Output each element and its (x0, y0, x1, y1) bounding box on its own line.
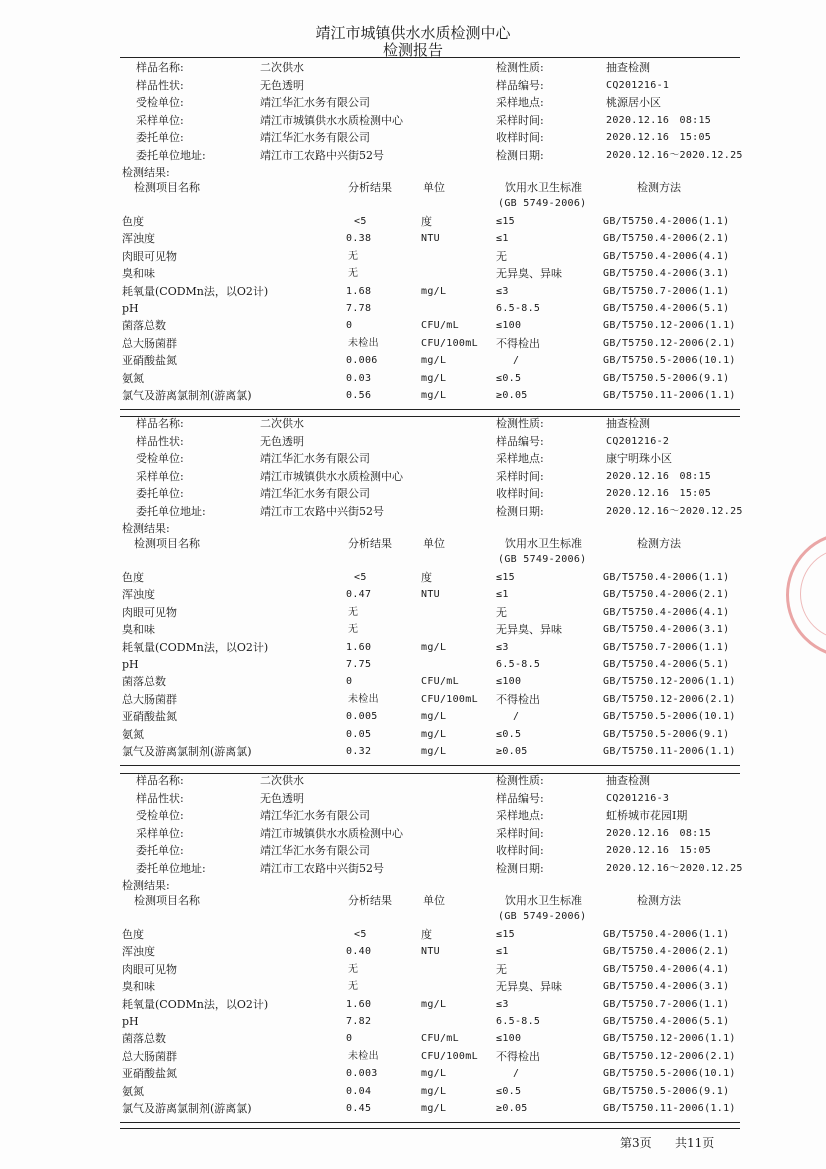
inspected-unit-label: 受检单位: (136, 809, 184, 823)
section-end-rule (120, 1122, 740, 1123)
client-address-value: 靖江市工农路中兴街52号 (260, 505, 384, 518)
table-row-result: <5 (354, 572, 367, 583)
table-row-item: 臭和味 (122, 267, 155, 281)
table-row-unit: mg/L (421, 711, 447, 723)
sample-name-value: 二次供水 (260, 774, 304, 787)
col-header-standard-code: (GB 5749-2006) (498, 198, 587, 209)
inspected-unit-value: 靖江华汇水务有限公司 (260, 809, 370, 823)
table-row-result: 1.60 (346, 998, 372, 1010)
sample-property-value: 无色透明 (260, 791, 304, 805)
receive-time-label: 收样时间: (496, 487, 544, 501)
table-row-method: GB/T5750.12-2006(1.1) (603, 676, 736, 688)
table-row-result: 无 (348, 624, 359, 636)
table-row-method: GB/T5750.11-2006(1.1) (603, 1103, 736, 1114)
table-row-result: 0 (346, 676, 353, 688)
test-date-label: 检测日期: (496, 149, 544, 162)
sampling-site-value: 康宁明珠小区 (606, 452, 672, 466)
table-row-result: 7.75 (346, 659, 372, 670)
table-row-method: GB/T5750.11-2006(1.1) (603, 746, 736, 757)
table-row-result: 0.56 (346, 390, 372, 401)
table-row-standard: ≤100 (496, 676, 522, 688)
test-nature-label: 检测性质: (496, 417, 544, 430)
table-row-result: 0.04 (346, 1085, 372, 1097)
sampling-time-label: 采样时间: (496, 469, 544, 483)
inspected-unit-value: 靖江华汇水务有限公司 (260, 452, 370, 466)
table-row-method: GB/T5750.4-2006(3.1) (603, 981, 730, 993)
table-row-method: GB/T5750.4-2006(3.1) (603, 268, 730, 280)
table-row-method: GB/T5750.5-2006(10.1) (603, 355, 736, 367)
sampling-unit-label: 采样单位: (136, 469, 184, 483)
table-row-standard: 无异臭、异味 (496, 267, 562, 281)
sampling-unit-label: 采样单位: (136, 826, 184, 840)
table-row-method: GB/T5750.4-2006(5.1) (603, 1016, 730, 1027)
table-row-item: 耗氧量(CODMn法，以O2计) (122, 997, 269, 1011)
table-row-unit: CFU/100mL (421, 1050, 478, 1062)
client-unit-label: 委托单位: (136, 844, 184, 858)
table-row-standard: ≤0.5 (496, 728, 522, 740)
table-row-standard: / (513, 711, 520, 723)
col-header-result: 分析结果 (348, 537, 392, 550)
client-address-label: 委托单位地址: (136, 862, 206, 875)
table-row-method: GB/T5750.12-2006(2.1) (603, 1050, 736, 1062)
page-number: 第3页 (620, 1136, 652, 1150)
sample-no-value: CQ201216-3 (606, 792, 670, 804)
sampling-site-label: 采样地点: (496, 452, 544, 466)
client-unit-value: 靖江华汇水务有限公司 (260, 844, 370, 858)
table-row-result: 未检出 (348, 337, 379, 349)
table-row-result: 0.38 (346, 233, 372, 245)
receive-time-value: 2020.12.16 15:05 (606, 132, 712, 144)
table-row-standard: ≥0.05 (496, 390, 528, 401)
table-row-standard: ≤1 (496, 946, 509, 958)
receive-time-label: 收样时间: (496, 131, 544, 145)
sample-no-label: 样品编号: (496, 434, 544, 448)
sample-property-label: 样品性状: (136, 791, 184, 805)
table-row-item: 氯气及游离氯制剂(游离氯) (122, 1102, 252, 1115)
table-row-standard: 6.5-8.5 (496, 659, 541, 670)
col-header-item: 检测项目名称 (134, 181, 200, 194)
table-row-standard: ≤1 (496, 233, 509, 245)
client-address-label: 委托单位地址: (136, 149, 206, 162)
table-row-result: <5 (354, 216, 367, 227)
results-label: 检测结果: (122, 166, 170, 179)
table-row-method: GB/T5750.5-2006(9.1) (603, 1085, 730, 1097)
table-row-item: 臭和味 (122, 980, 155, 994)
test-date-value: 2020.12.16～2020.12.25 (606, 150, 743, 161)
sample-name-value: 二次供水 (260, 61, 304, 74)
table-row-item: 肉眼可见物 (122, 605, 177, 619)
table-row-item: 菌落总数 (122, 675, 166, 689)
table-row-unit: 度 (421, 928, 432, 941)
table-row-method: GB/T5750.4-2006(3.1) (603, 624, 730, 636)
sampling-site-label: 采样地点: (496, 809, 544, 823)
table-row-standard: ≤15 (496, 572, 515, 583)
table-row-method: GB/T5750.12-2006(2.1) (603, 693, 736, 705)
sample-property-label: 样品性状: (136, 78, 184, 92)
table-row-method: GB/T5750.5-2006(10.1) (603, 711, 736, 723)
table-row-item: pH (122, 1015, 139, 1028)
table-row-result: 0.45 (346, 1103, 372, 1114)
sample-property-value: 无色透明 (260, 434, 304, 448)
table-row-method: GB/T5750.5-2006(9.1) (603, 372, 730, 384)
client-address-label: 委托单位地址: (136, 505, 206, 518)
table-row-unit: CFU/mL (421, 1033, 459, 1045)
table-row-standard: 无异臭、异味 (496, 623, 562, 637)
table-row-result: 0 (346, 320, 353, 332)
table-row-standard: 无异臭、异味 (496, 980, 562, 994)
table-row-item: 总大肠菌群 (122, 692, 177, 706)
table-row-unit: mg/L (421, 998, 447, 1010)
table-row-item: 氯气及游离氯制剂(游离氯) (122, 745, 252, 758)
sample-property-label: 样品性状: (136, 434, 184, 448)
table-row-result: 0.03 (346, 372, 372, 384)
results-label: 检测结果: (122, 879, 170, 892)
table-row-standard: / (513, 355, 520, 367)
table-row-item: 色度 (122, 215, 144, 228)
table-row-item: 肉眼可见物 (122, 962, 177, 976)
table-row-item: 亚硝酸盐氮 (122, 710, 177, 724)
col-header-method: 检测方法 (637, 537, 681, 550)
table-row-unit: mg/L (421, 390, 447, 401)
table-row-result: 1.68 (346, 285, 372, 297)
section-end-rule (120, 765, 740, 766)
receive-time-value: 2020.12.16 15:05 (606, 488, 712, 500)
test-nature-label: 检测性质: (496, 774, 544, 787)
col-header-method: 检测方法 (637, 181, 681, 194)
table-row-item: 耗氧量(CODMn法，以O2计) (122, 284, 269, 298)
table-row-unit: 度 (421, 571, 432, 584)
test-nature-value: 抽查检测 (606, 417, 650, 430)
table-row-item: 总大肠菌群 (122, 1049, 177, 1063)
client-unit-value: 靖江华汇水务有限公司 (260, 487, 370, 501)
sampling-site-value: 虹桥城市花园Ⅰ期 (606, 809, 688, 823)
table-row-unit: NTU (421, 946, 440, 958)
col-header-unit: 单位 (423, 894, 445, 907)
table-row-result: 未检出 (348, 1050, 379, 1062)
table-row-standard: 6.5-8.5 (496, 303, 541, 314)
table-row-unit: mg/L (421, 746, 447, 757)
table-row-unit: mg/L (421, 641, 447, 653)
table-row-item: 总大肠菌群 (122, 336, 177, 350)
table-row-method: GB/T5750.4-2006(4.1) (603, 250, 730, 262)
table-row-method: GB/T5750.4-2006(4.1) (603, 606, 730, 618)
table-row-result: 无 (348, 268, 359, 280)
table-row-item: 亚硝酸盐氮 (122, 1067, 177, 1081)
table-row-method: GB/T5750.7-2006(1.1) (603, 285, 730, 297)
sampling-unit-value: 靖江市城镇供水水质检测中心 (260, 826, 403, 840)
table-row-result: 7.78 (346, 303, 372, 314)
sampling-time-label: 采样时间: (496, 826, 544, 840)
table-row-standard: ≤1 (496, 589, 509, 601)
sampling-time-value: 2020.12.16 08:15 (606, 827, 712, 839)
sampling-time-value: 2020.12.16 08:15 (606, 114, 712, 126)
table-row-result: 0 (346, 1033, 353, 1045)
table-row-standard: 6.5-8.5 (496, 1016, 541, 1027)
table-row-unit: CFU/mL (421, 320, 459, 332)
table-row-item: 肉眼可见物 (122, 249, 177, 263)
table-row-method: GB/T5750.4-2006(2.1) (603, 589, 730, 601)
table-row-method: GB/T5750.4-2006(4.1) (603, 963, 730, 975)
table-row-standard: ≥0.05 (496, 746, 528, 757)
test-nature-label: 检测性质: (496, 61, 544, 74)
table-row-method: GB/T5750.11-2006(1.1) (603, 390, 736, 401)
table-row-standard: 无 (496, 605, 507, 619)
table-row-result: 0.05 (346, 728, 372, 740)
table-row-method: GB/T5750.12-2006(2.1) (603, 337, 736, 349)
table-row-standard: 不得检出 (496, 692, 540, 706)
table-row-method: GB/T5750.4-2006(5.1) (603, 303, 730, 314)
table-row-result: 未检出 (348, 693, 379, 705)
client-unit-value: 靖江华汇水务有限公司 (260, 131, 370, 145)
table-row-method: GB/T5750.5-2006(10.1) (603, 1068, 736, 1080)
report-subtitle: 检测报告 (382, 41, 443, 59)
table-row-unit: CFU/100mL (421, 693, 478, 705)
section-end-rule (120, 409, 740, 410)
table-row-item: 菌落总数 (122, 1032, 166, 1046)
table-row-method: GB/T5750.7-2006(1.1) (603, 998, 730, 1010)
col-header-result: 分析结果 (348, 181, 392, 194)
table-row-standard: 无 (496, 962, 507, 976)
table-row-item: 臭和味 (122, 623, 155, 637)
table-row-unit: 度 (421, 215, 432, 228)
title-rule (120, 57, 740, 58)
client-unit-label: 委托单位: (136, 487, 184, 501)
table-row-result: 0.005 (346, 711, 378, 723)
table-row-standard: ≤0.5 (496, 1085, 522, 1097)
col-header-result: 分析结果 (348, 894, 392, 907)
sampling-unit-label: 采样单位: (136, 113, 184, 127)
sample-no-label: 样品编号: (496, 78, 544, 92)
sample-name-label: 样品名称: (136, 774, 184, 787)
table-row-unit: NTU (421, 589, 440, 601)
table-row-item: pH (122, 302, 139, 315)
test-date-label: 检测日期: (496, 505, 544, 518)
table-row-unit: mg/L (421, 372, 447, 384)
table-row-method: GB/T5750.7-2006(1.1) (603, 641, 730, 653)
col-header-method: 检测方法 (637, 894, 681, 907)
sampling-unit-value: 靖江市城镇供水水质检测中心 (260, 469, 403, 483)
table-row-item: 浑浊度 (122, 232, 155, 246)
client-address-value: 靖江市工农路中兴街52号 (260, 149, 384, 162)
table-row-standard: ≤0.5 (496, 372, 522, 384)
table-row-result: 无 (348, 963, 359, 975)
table-row-standard: ≥0.05 (496, 1103, 528, 1114)
table-row-standard: ≤3 (496, 998, 509, 1010)
table-row-standard: ≤100 (496, 320, 522, 332)
col-header-standard: 饮用水卫生标准 (505, 181, 582, 194)
table-row-unit: mg/L (421, 1068, 447, 1080)
table-row-item: 浑浊度 (122, 945, 155, 959)
sample-no-label: 样品编号: (496, 791, 544, 805)
table-row-item: 色度 (122, 571, 144, 584)
sample-name-label: 样品名称: (136, 61, 184, 74)
client-unit-label: 委托单位: (136, 131, 184, 145)
report-title: 靖江市城镇供水水质检测中心 (315, 24, 511, 42)
table-row-result: 0.006 (346, 355, 378, 367)
sampling-site-value: 桃源居小区 (606, 96, 661, 110)
table-row-unit: NTU (421, 233, 440, 245)
sampling-time-value: 2020.12.16 08:15 (606, 470, 712, 482)
table-row-method: GB/T5750.12-2006(1.1) (603, 1033, 736, 1045)
table-row-result: 0.47 (346, 589, 372, 601)
table-row-unit: CFU/100mL (421, 337, 478, 349)
table-row-item: 氨氮 (122, 727, 144, 741)
table-row-standard: 无 (496, 249, 507, 263)
col-header-standard: 饮用水卫生标准 (505, 537, 582, 550)
table-row-unit: mg/L (421, 1103, 447, 1114)
test-date-value: 2020.12.16～2020.12.25 (606, 863, 743, 874)
inspected-unit-label: 受检单位: (136, 96, 184, 110)
table-row-item: 亚硝酸盐氮 (122, 354, 177, 368)
table-row-standard: / (513, 1068, 520, 1080)
table-row-standard: ≤15 (496, 216, 515, 227)
test-nature-value: 抽查检测 (606, 61, 650, 74)
sample-name-value: 二次供水 (260, 417, 304, 430)
col-header-item: 检测项目名称 (134, 537, 200, 550)
table-row-result: <5 (354, 929, 367, 940)
table-row-method: GB/T5750.4-2006(2.1) (603, 233, 730, 245)
table-row-result: 无 (348, 981, 359, 993)
table-row-method: GB/T5750.4-2006(1.1) (603, 572, 730, 583)
table-row-standard: ≤15 (496, 929, 515, 940)
table-row-unit: mg/L (421, 355, 447, 367)
sampling-unit-value: 靖江市城镇供水水质检测中心 (260, 113, 403, 127)
page-total: 共11页 (675, 1136, 715, 1150)
receive-time-label: 收样时间: (496, 844, 544, 858)
sampling-site-label: 采样地点: (496, 96, 544, 110)
table-row-method: GB/T5750.4-2006(5.1) (603, 659, 730, 670)
sample-no-value: CQ201216-1 (606, 79, 670, 91)
table-row-result: 无 (348, 250, 359, 262)
col-header-standard: 饮用水卫生标准 (505, 894, 582, 907)
test-date-label: 检测日期: (496, 862, 544, 875)
table-row-item: 氯气及游离氯制剂(游离氯) (122, 389, 252, 402)
table-row-result: 无 (348, 606, 359, 618)
table-row-result: 0.32 (346, 746, 372, 757)
table-row-unit: mg/L (421, 1085, 447, 1097)
table-row-method: GB/T5750.4-2006(1.1) (603, 216, 730, 227)
table-row-result: 0.003 (346, 1068, 378, 1080)
table-row-standard: 不得检出 (496, 1049, 540, 1063)
table-row-item: 浑浊度 (122, 588, 155, 602)
table-row-item: 耗氧量(CODMn法，以O2计) (122, 640, 269, 654)
table-row-unit: mg/L (421, 728, 447, 740)
table-row-result: 1.60 (346, 641, 372, 653)
col-header-unit: 单位 (423, 537, 445, 550)
sample-no-value: CQ201216-2 (606, 435, 670, 447)
table-row-item: 氨氮 (122, 1084, 144, 1098)
table-row-result: 0.40 (346, 946, 372, 958)
sample-property-value: 无色透明 (260, 78, 304, 92)
inspected-unit-value: 靖江华汇水务有限公司 (260, 96, 370, 110)
col-header-item: 检测项目名称 (134, 894, 200, 907)
table-row-method: GB/T5750.4-2006(2.1) (603, 946, 730, 958)
table-row-item: 色度 (122, 928, 144, 941)
table-row-standard: ≤3 (496, 641, 509, 653)
sampling-time-label: 采样时间: (496, 113, 544, 127)
test-nature-value: 抽查检测 (606, 774, 650, 787)
col-header-standard-code: (GB 5749-2006) (498, 911, 587, 922)
inspected-unit-label: 受检单位: (136, 452, 184, 466)
table-row-standard: ≤3 (496, 285, 509, 297)
table-row-unit: CFU/mL (421, 676, 459, 688)
client-address-value: 靖江市工农路中兴街52号 (260, 862, 384, 875)
footer-rule (120, 1128, 740, 1129)
table-row-unit: mg/L (421, 285, 447, 297)
table-row-method: GB/T5750.5-2006(9.1) (603, 728, 730, 740)
sample-name-label: 样品名称: (136, 417, 184, 430)
table-row-result: 7.82 (346, 1016, 372, 1027)
table-row-standard: ≤100 (496, 1033, 522, 1045)
table-row-method: GB/T5750.4-2006(1.1) (603, 929, 730, 940)
col-header-standard-code: (GB 5749-2006) (498, 554, 587, 565)
table-row-item: 氨氮 (122, 371, 144, 385)
table-row-item: 菌落总数 (122, 319, 166, 333)
receive-time-value: 2020.12.16 15:05 (606, 845, 712, 857)
col-header-unit: 单位 (423, 181, 445, 194)
results-label: 检测结果: (122, 522, 170, 535)
table-row-item: pH (122, 658, 139, 671)
test-date-value: 2020.12.16～2020.12.25 (606, 506, 743, 517)
table-row-standard: 不得检出 (496, 336, 540, 350)
table-row-method: GB/T5750.12-2006(1.1) (603, 320, 736, 332)
